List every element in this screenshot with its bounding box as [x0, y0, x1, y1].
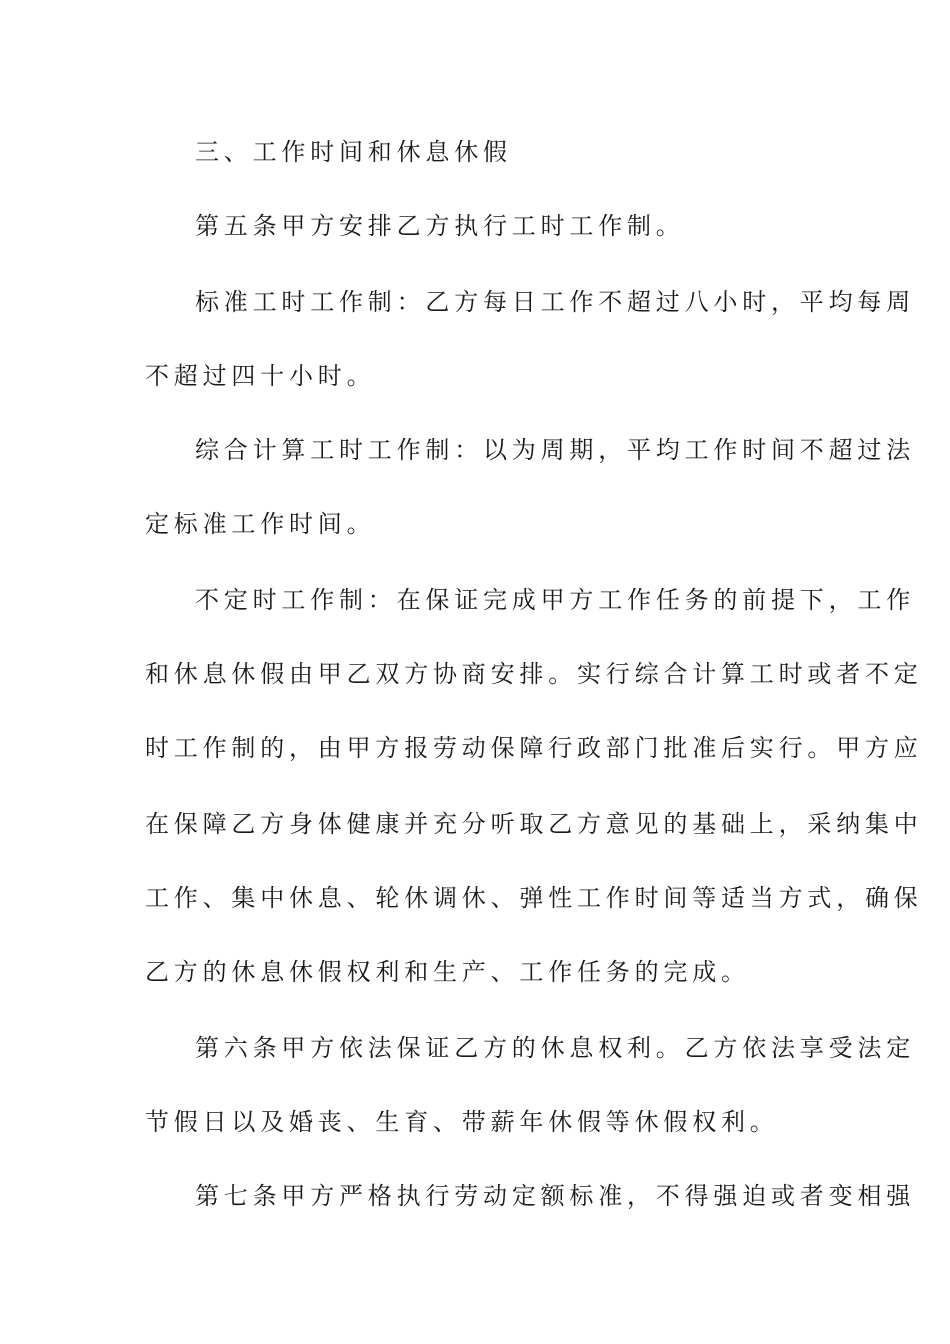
article-7-line-1: 第七条甲方严格执行劳动定额标准，不得强迫或者变相强: [195, 1182, 915, 1210]
comprehensive-hours-line-2: 定标准工作时间。: [145, 510, 376, 538]
flexible-hours-line-6: 乙方的休息休假权利和生产、工作任务的完成。: [145, 958, 750, 986]
article-6-line-1: 第六条甲方依法保证乙方的休息权利。乙方依法享受法定: [195, 1034, 915, 1062]
article-6-line-2: 节假日以及婚丧、生育、带薪年休假等休假权利。: [145, 1108, 779, 1136]
standard-hours-line-2: 不超过四十小时。: [145, 362, 376, 390]
flexible-hours-line-4: 在保障乙方身体健康并充分听取乙方意见的基础上，采纳集中: [145, 810, 923, 838]
flexible-hours-line-3: 时工作制的，由甲方报劳动保障行政部门批准后实行。甲方应: [145, 734, 923, 762]
flexible-hours-line-1: 不定时工作制：在保证完成甲方工作任务的前提下，工作: [195, 586, 915, 614]
section-heading: 三、工作时间和休息休假: [195, 138, 512, 166]
article-5-text: 第五条甲方安排乙方执行工时工作制。: [195, 212, 685, 240]
flexible-hours-line-2: 和休息休假由甲乙双方协商安排。实行综合计算工时或者不定: [145, 660, 923, 688]
comprehensive-hours-line-1: 综合计算工时工作制：以为周期，平均工作时间不超过法: [195, 436, 915, 464]
standard-hours-line-1: 标准工时工作制：乙方每日工作不超过八小时，平均每周: [195, 288, 915, 316]
flexible-hours-line-5: 工作、集中休息、轮休调休、弹性工作时间等适当方式，确保: [145, 884, 923, 912]
